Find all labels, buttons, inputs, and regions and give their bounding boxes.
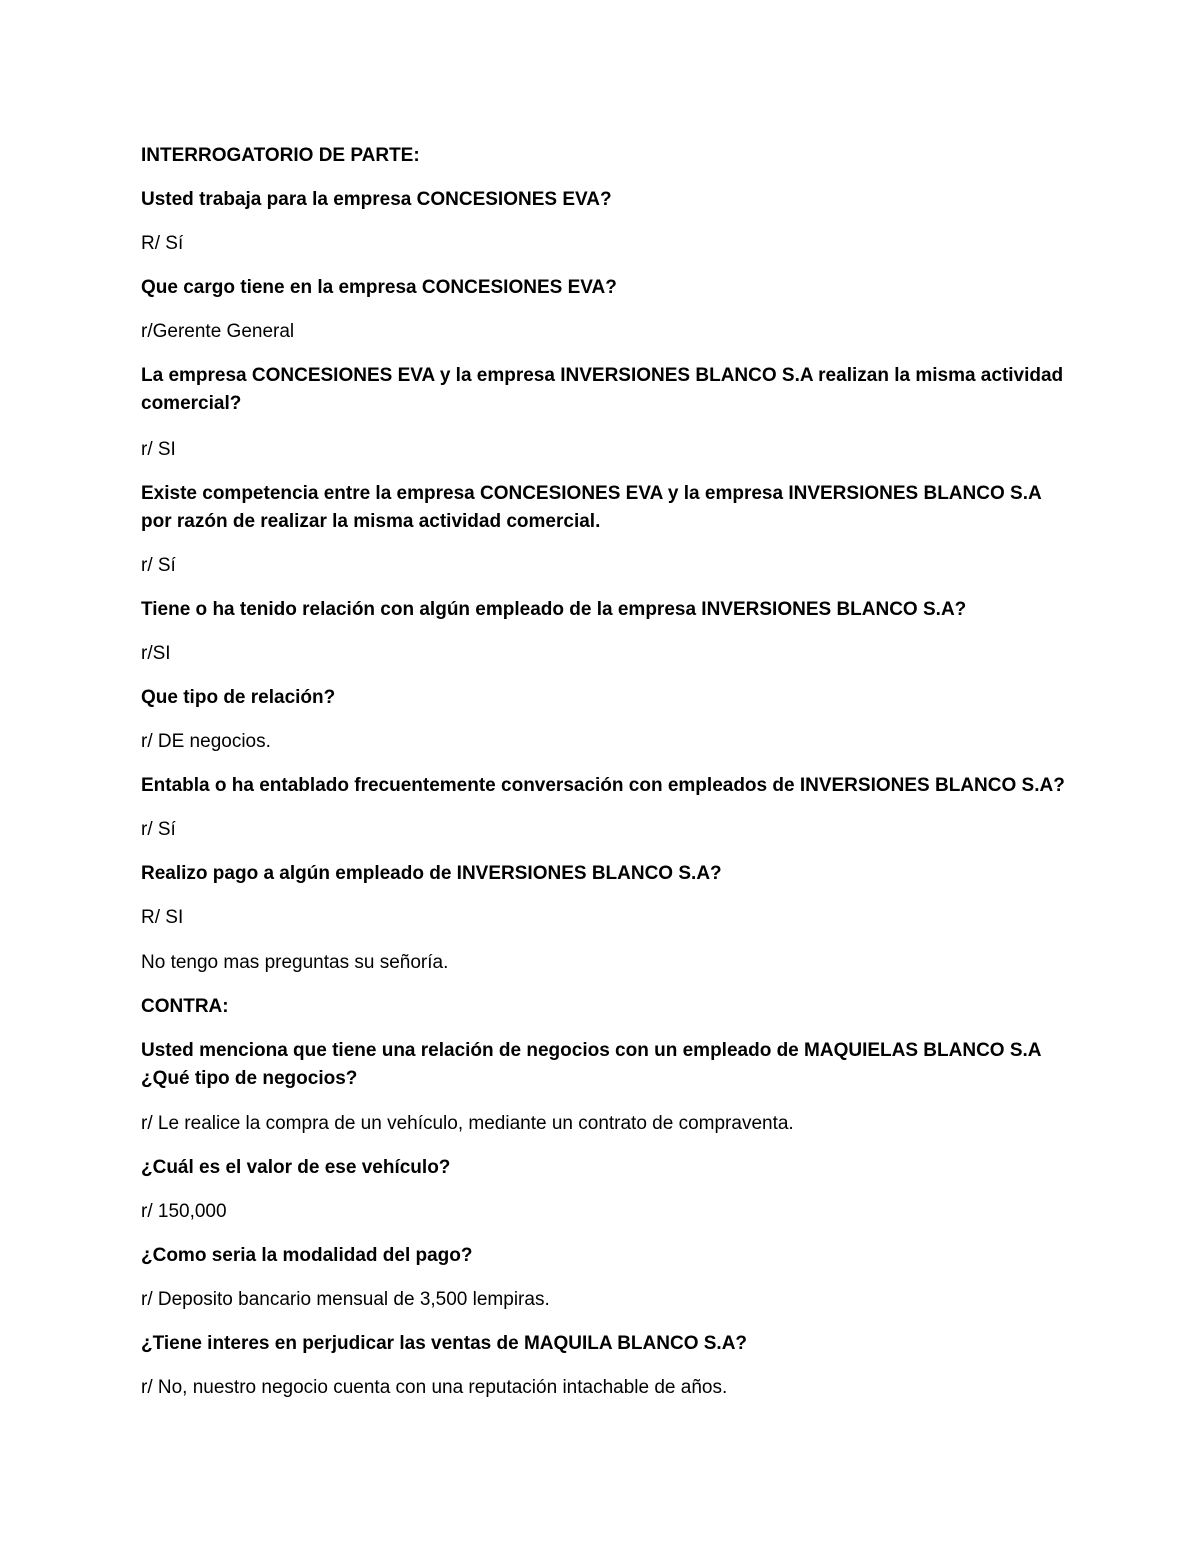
answer-8: R/ SI — [141, 907, 184, 928]
contra-question-2: ¿Cuál es el valor de ese vehículo? — [141, 1157, 451, 1178]
answer-3: r/ SI — [141, 439, 176, 460]
question-7: Entabla o ha entablado frecuentemente conversación con empleados de INVERSIONES BLANCO S.A? — [141, 775, 1065, 796]
question-6: Que tipo de relación? — [141, 687, 336, 708]
question-8: Realizo pago a algún empleado de INVERSIONES BLANCO S.A? — [141, 863, 722, 884]
question-1: Usted trabaja para la empresa CONCESIONES EVA? — [141, 189, 612, 210]
question-5: Tiene o ha tenido relación con algún empleado de la empresa INVERSIONES BLANCO S.A? — [141, 599, 967, 620]
contra-answer-2: r/ 150,000 — [141, 1201, 227, 1222]
answer-4: r/ Sí — [141, 555, 176, 576]
answer-5: r/SI — [141, 643, 171, 664]
answer-2: r/Gerente General — [141, 321, 295, 342]
question-3: La empresa CONCESIONES EVA y la empresa INVERSIONES BLANCO S.A realizan la misma actividad comercial? — [141, 365, 1064, 414]
contra-question-1: Usted menciona que tiene una relación de negocios con un empleado de MAQUIELAS BLANCO S.A ¿Qué tipo de negocios? — [141, 1040, 1041, 1089]
contra-heading: CONTRA: — [141, 996, 229, 1017]
answer-6: r/ DE negocios. — [141, 731, 271, 752]
answer-7: r/ Sí — [141, 819, 176, 840]
contra-answer-3: r/ Deposito bancario mensual de 3,500 lempiras. — [141, 1289, 550, 1310]
document-heading: INTERROGATORIO DE PARTE: — [141, 145, 420, 166]
contra-answer-1: r/ Le realice la compra de un vehículo, mediante un contrato de compraventa. — [141, 1113, 794, 1134]
question-4: Existe competencia entre la empresa CONCESIONES EVA y la empresa INVERSIONES BLANCO S.A por razón de realizar la misma actividad comercial. — [141, 483, 1041, 532]
answer-1: R/ Sí — [141, 233, 184, 254]
question-2: Que cargo tiene en la empresa CONCESIONES EVA? — [141, 277, 617, 298]
contra-question-4: ¿Tiene interes en perjudicar las ventas de MAQUILA BLANCO S.A? — [141, 1333, 748, 1354]
closing-statement: No tengo mas preguntas su señoría. — [141, 952, 449, 973]
contra-question-3: ¿Como seria la modalidad del pago? — [141, 1245, 473, 1266]
contra-answer-4: r/ No, nuestro negocio cuenta con una reputación intachable de años. — [141, 1377, 728, 1398]
